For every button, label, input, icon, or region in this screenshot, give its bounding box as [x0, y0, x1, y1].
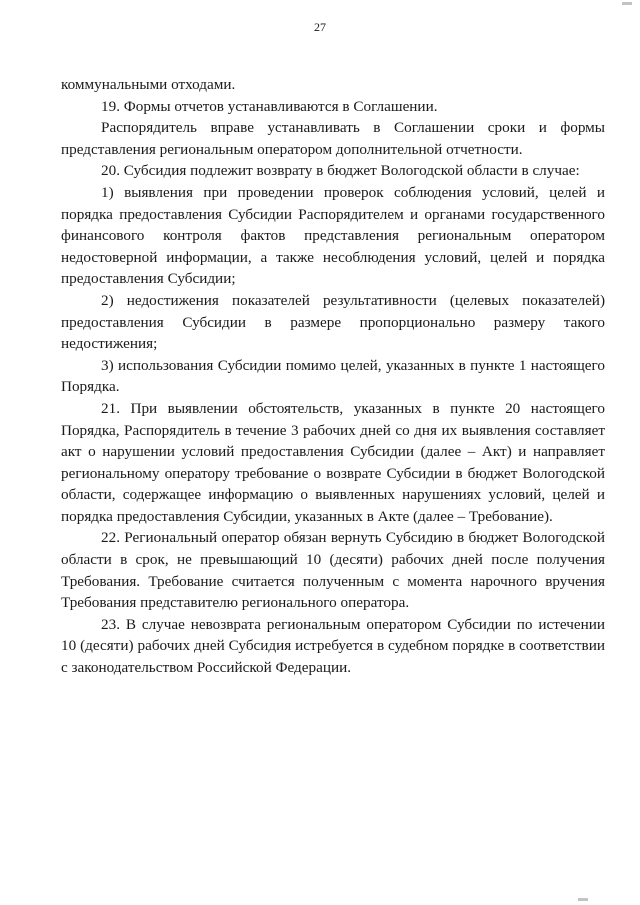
paragraph-19-additional: Распорядитель вправе устанавливать в Соглашении сроки и формы представления региональным оператором дополнительной отчетности. — [61, 119, 605, 158]
paragraph-continuation: коммунальными отходами. — [61, 76, 236, 93]
paragraph-20-item-3: 3) использования Субсидии помимо целей, указанных в пункте 1 настоящего Порядка. — [61, 356, 605, 396]
page-number: 27 — [314, 20, 326, 34]
document-body — [61, 74, 605, 679]
paragraph-20: 20. Субсидия подлежит возврату в бюджет Вологодской области в случае: — [101, 162, 580, 180]
paragraph-20-item-1: 1) выявления при проведении проверок соблюдения условий, целей и порядка предоставления Субсидии Распорядителем и органами государственного финансового контроля фактов представления региональным оператором недостоверной информации, а также несоблюдения условий, целей и порядка предоставления Субсидии; — [61, 183, 605, 288]
scan-mark-bottom — [578, 898, 588, 901]
paragraph-19: 19. Формы отчетов устанавливаются в Соглашении. — [101, 97, 438, 115]
paragraph-20-item-2: 2) недостижения показателей результативности (целевых показателей) предоставления Субсидии в размере пропорционально размеру такого недостижения; — [61, 291, 605, 353]
paragraph-21: 21. При выявлении обстоятельств, указанных в пункте 20 настоящего Порядка, Распорядитель в течение 3 рабочих дней со дня их выявления составляет акт о нарушении условий предоставления Субсидии (далее – Акт) и направляет региональному оператору требование о возврате Субсидии в бюджет Вологодской области, содержащее информацию о выявленных нарушениях условий, целей и порядка предоставления Субсидии, указанных в Акте (далее – Требование). — [61, 399, 605, 525]
paragraph-23: 23. В случае невозврата региональным оператором Субсидии по истечении 10 (десяти) рабочих дней Субсидия истребуется в судебном порядке в соответствии с законодательством Российской Федерации. — [61, 615, 605, 677]
paragraph-22: 22. Региональный оператор обязан вернуть Субсидию в бюджет Вологодской области в срок, не превышающий 10 (десяти) рабочих дней после получения Требования. Требование считается полученным с момента нарочного вручения Требования представителю регионального оператора. — [61, 529, 605, 612]
scan-mark-top — [622, 2, 632, 5]
